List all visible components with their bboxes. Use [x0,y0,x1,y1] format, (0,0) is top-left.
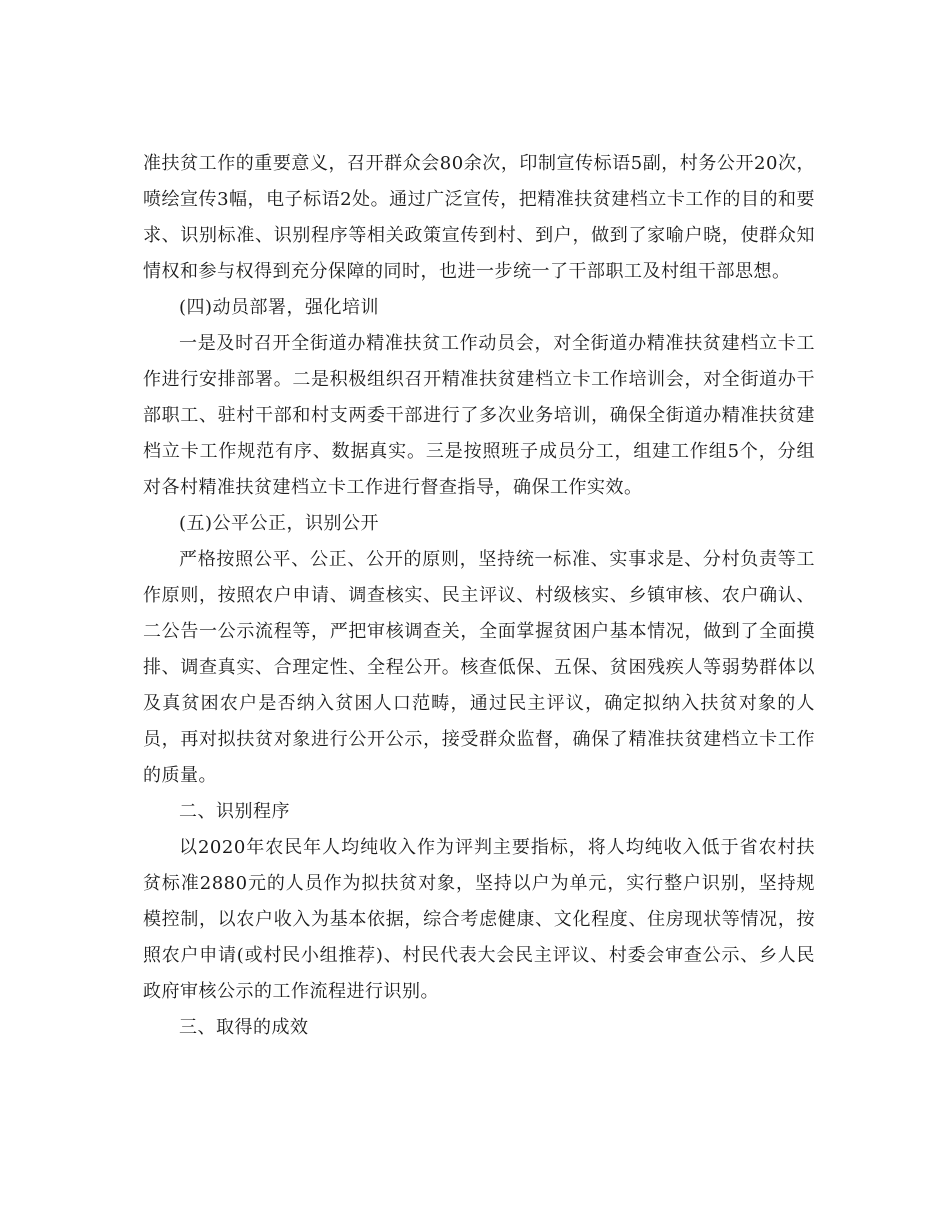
paragraph-procedure: 以2020年农民年人均纯收入作为评判主要指标，将人均纯收入低于省农村扶贫标准2880元的人员作为拟扶贫对象，坚持以户为单元，实行整户识别，坚持规模控制，以农户收入为基本依据，综合考虑健康、文化程度、住房现状等情况，按照农户申请(或村民小组推荐)、村民代表大会民主评议、村委会审查公示、乡人民政府审核公示的工作流程进行识别。 [143,837,815,1002]
paragraph-mobilization: 一是及时召开全街道办精准扶贫工作动员会，对全街道办精准扶贫建档立卡工作进行安排部署。二是积极组织召开精准扶贫建档立卡工作培训会，对全街道办干部职工、驻村干部和村支两委干部进行了多次业务培训，确保全街道办精准扶贫建档立卡工作规范有序、数据真实。三是按照班子成员分工，组建工作组5个，分组对各村精准扶贫建档立卡工作进行督查指导，确保工作实效。 [143,333,815,498]
paragraph-publicity: 准扶贫工作的重要意义，召开群众会80余次，印制宣传标语5副，村务公开20次，喷绘宣传3幅，电子标语2处。通过广泛宣传，把精准扶贫建档立卡工作的目的和要求、识别标准、识别程序等相关政策宣传到村、到户，做到了家喻户晓，使群众知情权和参与权得到充分保障的同时，也进一步统一了干部职工及村组干部思想。 [143,153,815,282]
paragraph-fairness: 严格按照公平、公正、公开的原则，坚持统一标准、实事求是、分村负责等工作原则，按照农户申请、调查核实、民主评议、村级核实、乡镇审核、农户确认、二公告一公示流程等，严把审核调查关，全面掌握贫困户基本情况，做到了全面摸排、调查真实、合理定性、全程公开。核查低保、五保、贫困残疾人等弱势群体以及真贫困农户是否纳入贫困人口范畴，通过民主评议，确定拟纳入扶贫对象的人员，再对拟扶贫对象进行公开公示，接受群众监督，确保了精准扶贫建档立卡工作的质量。 [143,549,815,786]
section-heading-mobilization: (四)动员部署，强化培训 [179,297,380,318]
section-heading-procedure: 二、识别程序 [179,801,290,822]
section-heading-results: 三、取得的成效 [179,1017,309,1038]
document-body [143,146,815,1046]
section-heading-fairness: (五)公平公正，识别公开 [179,513,380,534]
